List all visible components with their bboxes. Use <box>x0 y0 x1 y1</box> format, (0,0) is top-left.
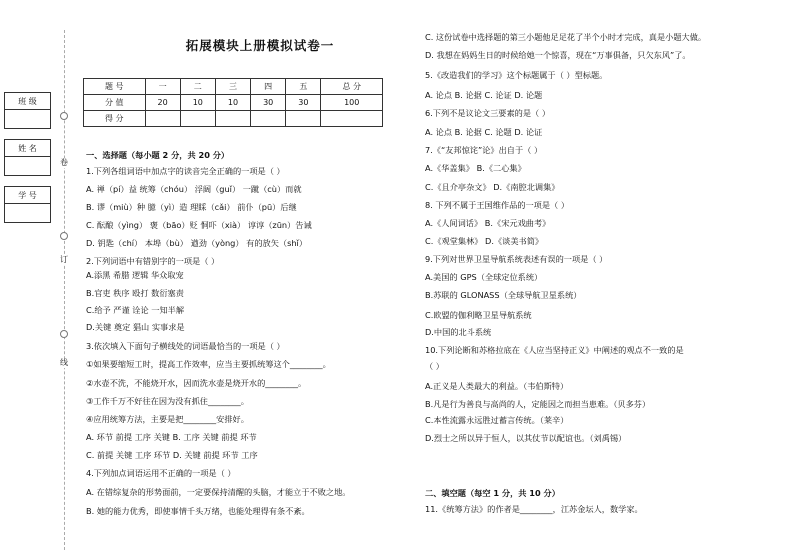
binding-char: 卷 <box>60 158 68 167</box>
question-line: （ ） <box>425 361 444 371</box>
question-line: 7.《“友邦惊诧”论》出自于（ ） <box>425 145 543 155</box>
question-line: B.官吏 秩序 殴打 数衍塞责 <box>86 288 184 298</box>
binding-char: 订 <box>60 255 68 264</box>
question-line: A.《人间词话》 B.《宋元戏曲考》 <box>425 218 551 228</box>
question-line: ②水壶不洗，不能烧开水，因而洗水壶是烧开水的________。 <box>86 378 307 388</box>
question-line: D.烈士之所以异于恒人，以其仗节以配谊也。（刘禹锡） <box>425 433 627 443</box>
question-line: C. 酝酿（yìng） 褒（bāo）贬 恫吓（xià） 谆谆（zūn）告诫 <box>86 220 312 230</box>
header-cell: 二 <box>180 79 215 95</box>
score-input-cell[interactable] <box>321 111 383 127</box>
question-line: 4.下列加点词语运用不正确的一项是（ ） <box>86 468 236 478</box>
header-cell: 三 <box>215 79 250 95</box>
question-line: B.苏联的 GLONASS（全球导航卫星系统） <box>425 290 582 300</box>
id-field[interactable] <box>5 204 50 222</box>
question-line: A. 禅（pí）益 统筹（chóu） 浮阔（guǐ） 一蹴（cù）而就 <box>86 184 302 194</box>
question-line: C. 前提 关键 工序 环节 D. 关键 前提 环节 工序 <box>86 450 258 460</box>
question-line: ③工作千万不好往在因为没有抓住________。 <box>86 396 249 406</box>
header-cell: 四 <box>251 79 286 95</box>
question-line: D.中国的北斗系统 <box>425 327 492 337</box>
question-line: D.关键 奠定 猖山 实事求是 <box>86 322 185 332</box>
question-line: 8. 下列不属于王国维作品的一项是（ ） <box>425 200 570 210</box>
header-cell: 总 分 <box>321 79 383 95</box>
score-input-cell[interactable] <box>215 111 250 127</box>
score-input-cell[interactable] <box>286 111 321 127</box>
score-table <box>83 78 383 127</box>
binding-hole <box>60 112 68 120</box>
page-title: 拓展模块上册模拟试卷一 <box>185 38 335 53</box>
binding-line <box>64 30 65 550</box>
score-input-cell[interactable] <box>251 111 286 127</box>
question-line: A. 在错综复杂的形势面前，一定要保持清醒的头脑，才能立于不败之地。 <box>86 487 351 497</box>
question-line: A.《华盖集》 B.《二心集》 <box>425 163 526 173</box>
question-line: C.《观堂集林》 D.《谈美书简》 <box>425 236 544 246</box>
binding-char: 线 <box>60 358 68 367</box>
value-cell: 100 <box>321 95 383 111</box>
question-line: A.正义是人类最大的利益。（韦伯斯特） <box>425 381 569 391</box>
value-cell: 30 <box>251 95 286 111</box>
question-line: A. 环节 前提 工序 关键 B. 工序 关键 前提 环节 <box>86 432 257 442</box>
question-line: 9.下列对世界卫星导航系统表述有误的一项是（ ） <box>425 254 608 264</box>
id-box <box>4 186 51 223</box>
value-cell: 10 <box>215 95 250 111</box>
score-input-cell[interactable] <box>145 111 180 127</box>
question-line: C.本性流露永远胜过蓄言传统。（莱辛） <box>425 415 569 425</box>
question-line: A. 论点 B. 论据 C. 论题 D. 论证 <box>425 127 543 137</box>
score-input-cell[interactable] <box>180 111 215 127</box>
question-line: C.《且介亭杂文》 D.《南腔北调集》 <box>425 182 560 192</box>
class-box <box>4 92 51 129</box>
name-field[interactable] <box>5 157 50 175</box>
question-line: B. 她的能力优秀，即使事情千头万绪，也能处理得有条不紊。 <box>86 506 310 516</box>
question-line: A. 论点 B. 论据 C. 论证 D. 论题 <box>425 90 543 100</box>
question-line: C.欧盟的伽利略卫星导航系统 <box>425 310 532 320</box>
question-line: B. 谬（miù）种 臆（yì）造 理睬（cǎi） 前仆（pū）后继 <box>86 202 297 212</box>
question-line: 11.《统筹方法》的作者是________，江苏金坛人，数学家。 <box>425 504 643 514</box>
class-field[interactable] <box>5 110 50 128</box>
question-line: D. 我想在妈妈生日的时候给她一个惊喜，现在“万事俱备，只欠东风”了。 <box>425 50 691 60</box>
question-line: C. 这份试卷中选择题的第三小题他足足花了半个小时才完成，真是小题大做。 <box>425 32 707 42</box>
question-line: 1.下列各组词语中加点字的读音完全正确的一项是（ ） <box>86 166 285 176</box>
question-line: ④应用统筹方法，主要是把________安排好。 <box>86 414 249 424</box>
value-cell: 10 <box>180 95 215 111</box>
question-line: A.添黑 希腊 逻辑 华众取宠 <box>86 270 184 280</box>
binding-hole <box>60 232 68 240</box>
class-label: 班 级 <box>5 93 50 110</box>
question-line: 2.下列词语中有错别字的一项是（ ） <box>86 256 220 266</box>
question-line: ①如果要缩短工时，提高工作效率，应当主要抓统筹这个________。 <box>86 359 331 369</box>
section-heading: 二、填空题（每空 1 分，共 10 分） <box>425 488 560 498</box>
header-cell: 五 <box>286 79 321 95</box>
name-label: 姓 名 <box>5 140 50 157</box>
question-line: B.凡是行为善良与高尚的人，定能因之而担当患难。（贝多芬） <box>425 399 651 409</box>
id-label: 学 号 <box>5 187 50 204</box>
header-cell: 一 <box>145 79 180 95</box>
question-line: 10.下列论断和苏格拉底在《人应当坚持正义》中阐述的观点不一致的是 <box>425 345 684 355</box>
value-cell: 分 值 <box>84 95 146 111</box>
question-line: 5.《改造我们的学习》这个标题属于（ ）型标题。 <box>425 70 608 80</box>
score-header-row <box>84 79 383 95</box>
question-line: 6.下列不是议论文三要素的是（ ） <box>425 108 551 118</box>
value-cell: 30 <box>286 95 321 111</box>
binding-hole <box>60 330 68 338</box>
header-cell: 题 号 <box>84 79 146 95</box>
question-line: D. 钥匙（chí） 本埠（bù） 遒劲（yòng） 有的放矢（shǐ） <box>86 238 308 248</box>
question-line: 3.依次填入下面句子横线处的词语最恰当的一项是（ ） <box>86 341 285 351</box>
value-cell: 20 <box>145 95 180 111</box>
section-heading: 一、选择题（每小题 2 分，共 20 分） <box>86 150 230 160</box>
score-label-cell: 得 分 <box>84 111 146 127</box>
question-line: A.美国的 GPS（全球定位系统） <box>425 272 543 282</box>
name-box <box>4 139 51 176</box>
score-value-row <box>84 95 383 111</box>
score-earned-row <box>84 111 383 127</box>
question-line: C.给予 严谨 诠论 一知半解 <box>86 305 185 315</box>
